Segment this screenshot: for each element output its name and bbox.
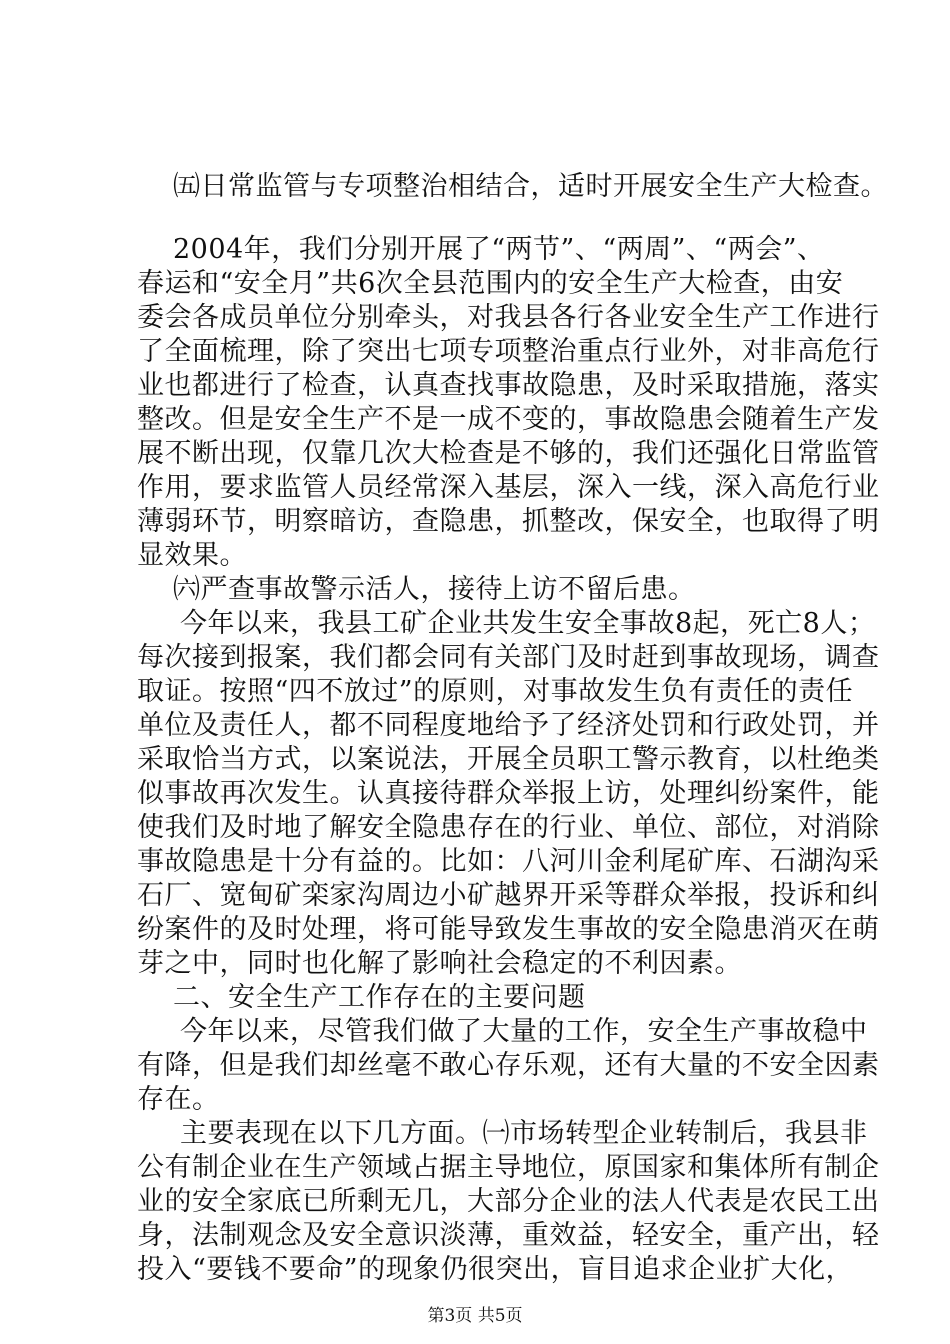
paragraph-line: 主要表现在以下几方面。㈠市场转型企业转制后，我县非	[180, 1118, 868, 1149]
paragraph-line: 存在。	[137, 1084, 220, 1115]
paragraph-line: 使我们及时地了解安全隐患存在的行业、单位、部位，对消除	[137, 812, 880, 843]
paragraph-line: 委会各成员单位分别牵头，对我县各行各业安全生产工作进行	[137, 302, 880, 333]
paragraph-line: 芽之中，同时也化解了影响社会稳定的不利因素。	[137, 948, 742, 979]
paragraph-line: 石厂、宽甸矿栾家沟周边小矿越界开采等群众举报，投诉和纠	[137, 880, 880, 911]
paragraph-line: 有降，但是我们却丝毫不敢心存乐观，还有大量的不安全因素	[137, 1050, 880, 1081]
paragraph-line: 事故隐患是十分有益的。比如：八河川金利尾矿库、石湖沟采	[137, 846, 880, 877]
paragraph-line: 每次接到报案，我们都会同有关部门及时赶到事故现场，调查	[137, 642, 880, 673]
paragraph-line: 薄弱环节，明察暗访，查隐患，抓整改，保安全，也取得了明	[137, 506, 880, 537]
paragraph-line: 2004年，我们分别开展了“两节”、“两周”、“两会”、	[173, 234, 825, 265]
paragraph-line: 身，法制观念及安全意识淡薄，重效益，轻安全，重产出，轻	[137, 1220, 880, 1251]
paragraph-line: 单位及责任人，都不同程度地给予了经济处罚和行政处罚，并	[137, 710, 880, 741]
paragraph-line: 公有制企业在生产领域占据主导地位，原国家和集体所有制企	[137, 1152, 880, 1183]
paragraph-line: 投入“要钱不要命”的现象仍很突出，盲目追求企业扩大化，	[137, 1254, 854, 1285]
paragraph-line: 整改。但是安全生产不是一成不变的，事故隐患会随着生产发	[137, 404, 880, 435]
paragraph-line: 了全面梳理，除了突出七项专项整治重点行业外，对非高危行	[137, 336, 880, 367]
paragraph-line: 展不断出现，仅靠几次大检查是不够的，我们还强化日常监管	[137, 438, 880, 469]
page-number-footer: 第3页 共5页	[427, 1306, 523, 1326]
paragraph-line: 采取恰当方式，以案说法，开展全员职工警示教育，以杜绝类	[137, 744, 880, 775]
heading-6: ㈥严查事故警示活人，接待上访不留后患。	[173, 574, 696, 605]
paragraph-line: 业也都进行了检查，认真查找事故隐患，及时采取措施，落实	[137, 370, 880, 401]
paragraph-line: 春运和“安全月”共6次全县范围内的安全生产大检查，由安	[137, 268, 844, 299]
paragraph-line: 显效果。	[137, 540, 247, 571]
paragraph-line: 取证。按照“四不放过”的原则，对事故发生负有责任的责任	[137, 676, 854, 707]
paragraph-line: 业的安全家底已所剩无几，大部分企业的法人代表是农民工出	[137, 1186, 880, 1217]
paragraph-line: 纷案件的及时处理，将可能导致发生事故的安全隐患消灭在萌	[137, 914, 880, 945]
paragraph-line: 似事故再次发生。认真接待群众举报上访，处理纠纷案件，能	[137, 778, 880, 809]
section-heading: 二、安全生产工作存在的主要问题	[173, 982, 586, 1013]
paragraph-line: 今年以来，我县工矿企业共发生安全事故8起，死亡8人；	[180, 608, 876, 639]
heading-5: ㈤日常监管与专项整治相结合，适时开展安全生产大检查。	[173, 171, 888, 202]
paragraph-line: 作用，要求监管人员经常深入基层，深入一线，深入高危行业	[137, 472, 880, 503]
paragraph-line: 今年以来，尽管我们做了大量的工作，安全生产事故稳中	[180, 1016, 868, 1047]
